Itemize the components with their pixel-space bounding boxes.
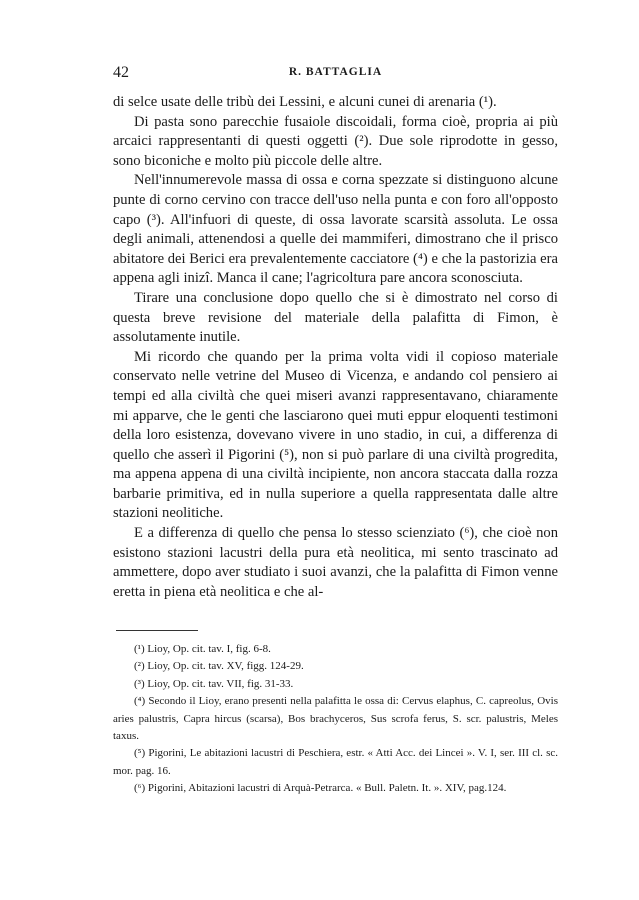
footnote: (¹) Lioy, Op. cit. tav. I, fig. 6-8. <box>134 643 271 655</box>
body-text <box>113 93 558 602</box>
paragraph: Mi ricordo che quando per la prima volta vidi il copioso materiale conservato nelle vetrine del Museo di Vicenza, e andando col pensiero ai tempi ed alla civiltà che quei miseri avanzi rappresentavano, chiaramente mi apparve, che le genti che lasciarono quei muti eppur eloquenti testimoni della loro esistenza, dovevano vivere in uno stadio, in cui, a differenza di quello che asserì il Pigorini (⁵), non si può parlare di una civiltà progredita, ma appena appena di una civiltà incipiente, non ancora staccata dalla rozza barbarie primitiva, ed in nulla superiore a quella rappresentata dalle altre stazioni neolitiche. <box>113 348 558 522</box>
footnote-separator <box>116 630 198 631</box>
footnote: (³) Lioy, Op. cit. tav. VII, fig. 31-33. <box>134 677 294 690</box>
footnote: (⁶) Pigorini, Abitazioni lacustri di Arquà-Petrarca. « Bull. Paletn. It. ». XIV, pag.124. <box>134 782 507 795</box>
page-header <box>113 64 558 84</box>
page-number: 42 <box>113 64 129 81</box>
footnotes <box>113 641 558 798</box>
paragraph: Tirare una conclusione dopo quello che si è dimostrato nel corso di questa breve revisione del materiale della palafitta di Fimon, è assolutamente inutile. <box>113 289 558 346</box>
paragraph: di selce usate delle tribù dei Lessini, e alcuni cunei di arenaria (¹). <box>113 94 497 110</box>
footnote: (⁵) Pigorini, Le abitazioni lacustri di Peschiera, estr. « Atti Acc. dei Lincei ». V. I, ser. III cl. sc. mor. pag. 16. <box>113 747 558 777</box>
running-head: R. BATTAGLIA <box>288 66 383 78</box>
paragraph: Nell'innumerevole massa di ossa e corna spezzate si distinguono alcune punte di corno cervino con tracce dell'uso nella punta e con foro all'opposto capo (³). All'infuori di queste, di ossa lavorate scarsità assoluta. Le ossa degli animali, attenendosi a quelle dei mammiferi, dimostrano che il prisco abitatore dei Berici era prevalentemente cacciatore (⁴) e che la pastorizia era appena agli inizî. Manca il cane; l'agricoltura pare ancora sconosciuta. <box>113 172 558 287</box>
footnote: (⁴) Secondo il Lioy, erano presenti nella palafitta le ossa di: Cervus elaphus, C. capreolus, Ovis aries palustris, Capra hircus (scarsa), Bos brachyceros, Sus scrofa ferus, S. scr. palustris, Meles taxus. <box>113 695 558 743</box>
paragraph: Di pasta sono parecchie fusaiole discoidali, forma cioè, propria ai più arcaici rappresentanti di questi oggetti (²). Due sole riprodotte in gesso, sono biconiche e molto più piccole delle altre. <box>113 113 558 169</box>
footnote: (²) Lioy, Op. cit. tav. XV, figg. 124-29. <box>134 660 304 673</box>
paragraph: E a differenza di quello che pensa lo stesso scienziato (⁶), che cioè non esistono stazioni lacustri della pura età neolitica, mi sento trascinato ad ammettere, dopo aver studiato i suoi avanzi, che la palafitta di Fimon venne eretta in piena età neolitica e che al- <box>113 525 558 600</box>
